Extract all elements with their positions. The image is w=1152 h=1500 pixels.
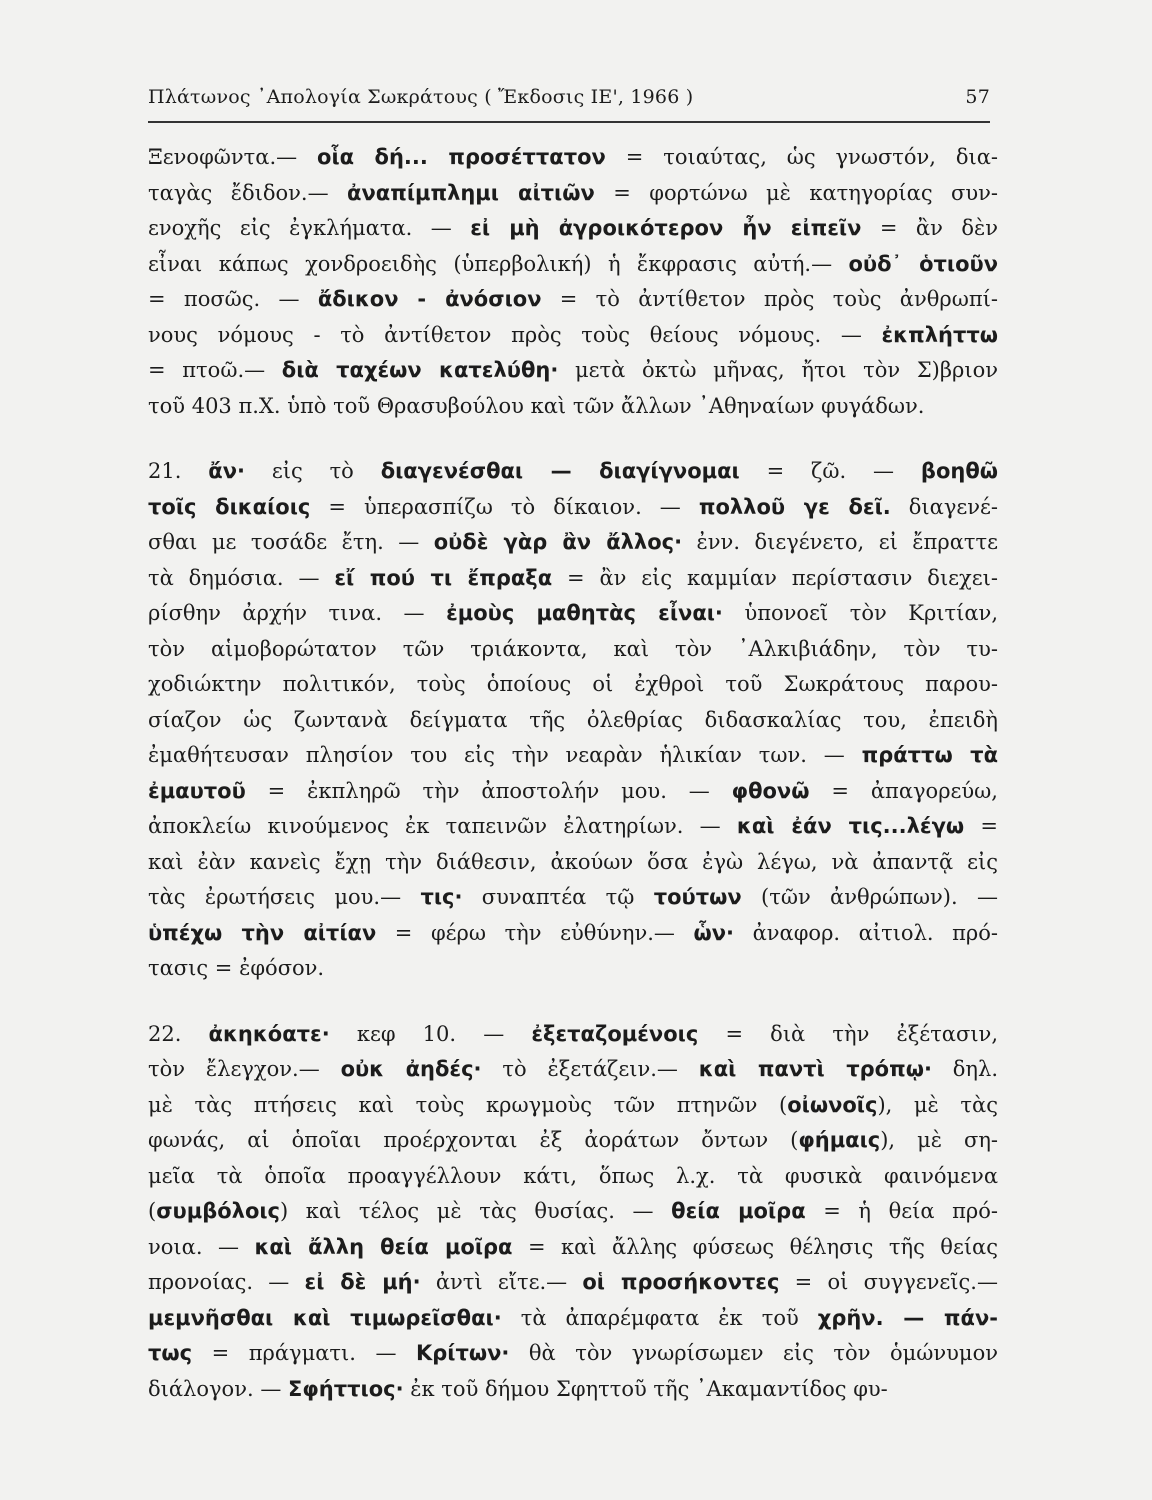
gloss-text: μὲ τὰς πτήσεις καὶ τοὺς κρωγμοὺς τῶν πτηνῶν ( <box>148 1092 788 1117</box>
lemma-term: ἄδικον - ἀνόσιον <box>317 287 542 311</box>
text-line <box>148 318 998 354</box>
lemma-term: εἰ μὴ ἀγροικότερον ἦν εἰπεῖν <box>470 216 862 240</box>
lemma-term: οὐδὲ γὰρ ἂν ἄλλος· <box>433 530 683 554</box>
text-line <box>148 176 998 212</box>
text-line <box>148 951 998 987</box>
lemma-term: οἱ προσήκοντες <box>582 1270 780 1294</box>
lemma-term: ἀκηκόατε· <box>208 1021 330 1046</box>
lemma-term: οὐδ᾿ ὁτιοῦν <box>848 251 998 276</box>
lemma-term: διὰ ταχέων κατελύθη· <box>281 358 559 382</box>
text-line <box>148 1052 998 1088</box>
text-line <box>148 916 998 952</box>
gloss-text: = πτοῶ.— <box>148 358 282 382</box>
text-line <box>148 282 998 318</box>
gloss-text: 22. <box>148 1021 209 1046</box>
text-line <box>148 667 998 703</box>
gloss-text: ( <box>148 1199 157 1223</box>
text-line <box>148 140 998 176</box>
gloss-text: φωνάς, αἱ ὁποῖαι προέρχονται ἐξ ἀοράτων ὄντων ( <box>148 1128 799 1152</box>
lemma-term: τοῖς δικαίοις <box>148 494 311 519</box>
lemma-term: Σφήττιος· <box>288 1376 404 1401</box>
gloss-text: = ἐκπληρῶ τὴν ἀποστολήν μου. — <box>245 778 732 803</box>
gloss-text: = διὰ τὴν ἐξέτασιν, <box>698 1021 998 1046</box>
lemma-term: συμβόλοις <box>156 1199 280 1223</box>
gloss-text: τὰ δημόσια. — <box>148 565 335 590</box>
gloss-text: ἀποκλείω κινούμενος ἐκ ταπεινῶν ἐλατηρίων. — <box>148 814 737 838</box>
text-line <box>148 1159 998 1195</box>
lemma-term: φθονῶ <box>731 778 810 803</box>
gloss-text: τὸν ἔλεγχον.— <box>148 1057 341 1081</box>
gloss-text: διαγενέ- <box>890 494 999 519</box>
lemma-term: Κρίτων· <box>415 1341 510 1365</box>
gloss-text: ἐκ τοῦ δήμου Σφηττοῦ τῆς ᾿Ακαμαντίδος φυ- <box>403 1376 888 1401</box>
lemma-term: διαγενέσθαι — διαγίγνομαι <box>380 459 740 483</box>
gloss-text: εἶναι κάπως χονδροειδὴς (ὑπερβολική) ἡ ἔκφρασις αὐτή.— <box>148 251 849 276</box>
lemma-term: ὧν· <box>693 920 735 945</box>
text-line <box>148 1194 998 1230</box>
gloss-text: νους νόμους - τὸ ἀντίθετον πρὸς τοὺς θείους νόμους. — <box>148 322 882 347</box>
text-line <box>148 632 998 668</box>
gloss-text: τὸ ἐξετάζειν.— <box>481 1057 699 1081</box>
lemma-term: πράττω τὰ <box>861 743 998 767</box>
lemma-term: καὶ ἄλλη θεία μοῖρα <box>254 1234 513 1259</box>
gloss-text: = τοιαύτας, ὡς γνωστόν, δια- <box>605 145 999 169</box>
lemma-term: οὐκ ἀηδές· <box>340 1057 482 1081</box>
page-number: 57 <box>965 86 990 108</box>
lemma-term: καὶ ἐάν τις...λέγω <box>736 814 965 838</box>
text-line <box>148 1123 998 1159</box>
lemma-term: οἰωνοῖς <box>787 1092 878 1117</box>
gloss-text: τασις = ἐφόσον. <box>148 956 325 980</box>
header-title: Πλάτωνος ᾿Απολογία Σωκράτους ( Ἔκδοσις ΙΕ', 1966 ) <box>148 86 694 108</box>
text-line <box>148 1265 998 1301</box>
text-line <box>148 211 998 247</box>
gloss-text: ενοχῆς εἰς ἐγκλήματα. — <box>148 216 471 240</box>
gloss-text: ἀναφορ. αἰτιολ. πρό- <box>734 920 998 945</box>
gloss-text: τὰς ἐρωτήσεις μου.— <box>148 885 421 909</box>
lemma-term: φήμαις <box>798 1128 881 1152</box>
lemma-term: θεία μοῖρα <box>671 1199 806 1223</box>
text-line <box>148 738 998 774</box>
gloss-text: = ἂν δὲν <box>861 216 998 240</box>
lemma-term: βοηθῶ <box>920 459 999 483</box>
lemma-term: καὶ παντὶ τρόπῳ· <box>698 1057 932 1081</box>
gloss-text: μετὰ ὀκτὼ μῆνας, ἤτοι τὸν Σ)βριον <box>558 358 998 382</box>
gloss-text: τοῦ 403 π.Χ. ὑπὸ τοῦ Θρασυβούλου καὶ τῶν ἄλλων ᾿Αθηναίων φυγάδων. <box>148 393 925 418</box>
gloss-text: σθαι με τοσάδε ἔτη. — <box>148 530 434 554</box>
text-line <box>148 1230 998 1266</box>
gloss-text: τὸν αἱμοβορώτατον τῶν τριάκοντα, καὶ τὸν ᾿Αλκιβιάδην, τὸν τυ- <box>148 636 998 661</box>
gloss-text: διάλογον. — <box>148 1376 288 1401</box>
gloss-text: θὰ τὸν γνωρίσωμεν εἰς τὸν ὁμώνυμον <box>509 1341 998 1365</box>
lemma-term: χρῆν. — πάν- <box>817 1305 998 1330</box>
gloss-text: = φορτώνω μὲ κατηγορίας συν- <box>594 180 998 205</box>
text-line <box>148 561 998 597</box>
gloss-text: δηλ. <box>931 1057 999 1081</box>
gloss-text: ρίσθην ἀρχήν τινα. — <box>148 601 447 625</box>
text-line <box>148 774 998 810</box>
text-line <box>148 703 998 739</box>
text-line <box>148 809 998 845</box>
gloss-text: (τῶν ἀνθρώπων). — <box>741 885 998 909</box>
text-line <box>148 1017 998 1053</box>
lemma-term: ἐξεταζομένοις <box>531 1021 699 1046</box>
text-line <box>148 389 998 425</box>
gloss-text: χοδιώκτην πολιτικόν, τοὺς ὁποίους οἱ ἐχθροὶ τοῦ Σωκράτους παρου- <box>148 672 998 696</box>
gloss-text: συναπτέα τῷ <box>462 885 654 909</box>
header-rule <box>148 121 990 123</box>
gloss-text: κεφ 10. — <box>329 1021 532 1046</box>
gloss-text: σίαζον ὡς ζωντανὰ δείγματα τῆς ὀλεθρίας διδασκαλίας του, ἐπειδὴ <box>148 707 998 732</box>
gloss-text: = φέρω τὴν εὐθύνην.— <box>376 920 694 945</box>
gloss-text: = ὑπερασπίζω τὸ δίκαιον. — <box>310 494 699 519</box>
gloss-text: τὰ ἀπαρέμφατα ἐκ τοῦ <box>501 1305 818 1330</box>
lemma-term: τως <box>148 1341 193 1365</box>
section-gap <box>148 424 998 454</box>
lemma-term: ἐμοὺς μαθητὰς εἶναι· <box>446 601 723 625</box>
lemma-term: μεμνῆσθαι καὶ τιμωρεῖσθαι· <box>148 1305 502 1330</box>
gloss-text: = τὸ ἀντίθετον πρὸς τοὺς ἀνθρωπί- <box>541 287 998 311</box>
lemma-term: πολλοῦ γε δεῖ. <box>698 494 891 519</box>
gloss-text: ἐμαθήτευσαν πλησίον του εἰς τὴν νεαρὰν ἡλικίαν των. — <box>148 743 862 767</box>
gloss-text: Ξενοφῶντα.— <box>148 145 318 169</box>
gloss-text: ), μὲ τὰς <box>877 1092 998 1117</box>
gloss-text: = πράγματι. — <box>192 1341 416 1365</box>
gloss-text: = ἀπαγορεύω, <box>809 778 998 803</box>
lemma-term: ἐκπλήττω <box>881 322 998 347</box>
gloss-text: = ἡ θεία πρό- <box>805 1199 999 1223</box>
lemma-term: εἰ δὲ μή· <box>304 1270 421 1294</box>
lemma-term: οἷα δή... προσέττατον <box>317 145 606 169</box>
lemma-term: ἐμαυτοῦ <box>148 778 246 803</box>
section-gap <box>148 987 998 1017</box>
lemma-term: τις· <box>420 885 463 909</box>
gloss-text: = οἱ συγγενεῖς.— <box>779 1270 998 1294</box>
lemma-term: εἴ πού τι ἔπραξα <box>334 565 553 590</box>
gloss-text: ὑπονοεῖ τὸν Κριτίαν, <box>722 601 999 625</box>
gloss-text: = ἂν εἰς καμμίαν περίστασιν διεχει- <box>552 565 998 590</box>
lemma-term: ἄν· <box>208 459 245 483</box>
text-line <box>148 490 998 526</box>
text-line <box>148 596 998 632</box>
gloss-text: = ζῶ. — <box>739 459 921 483</box>
lemma-term: τούτων <box>653 885 742 909</box>
gloss-text: προνοίας. — <box>148 1270 305 1294</box>
text-line <box>148 1301 998 1337</box>
text-line <box>148 845 998 881</box>
gloss-text: μεῖα τὰ ὁποῖα προαγγέλλουν κάτι, ὅπως λ.χ. τὰ φυσικὰ φαινόμενα <box>148 1163 998 1188</box>
gloss-text: = <box>964 814 999 838</box>
gloss-text: καὶ ἐὰν κανεὶς ἔχῃ τὴν διάθεσιν, ἀκούων ὅσα ἐγὼ λέγω, νὰ ἀπαντᾷ εἰς <box>148 849 998 874</box>
gloss-text: ταγὰς ἔδιδον.— <box>148 180 348 205</box>
text-line <box>148 1336 998 1372</box>
commentary-text <box>148 140 998 1407</box>
gloss-text: = ποσῶς. — <box>148 287 318 311</box>
lemma-term: ὑπέχω τὴν αἰτίαν <box>148 920 377 945</box>
gloss-text: νοια. — <box>148 1234 255 1259</box>
text-line <box>148 247 998 283</box>
text-line <box>148 1372 998 1408</box>
gloss-text: ἀντὶ εἴτε.— <box>420 1270 583 1294</box>
gloss-text: = καὶ ἄλλης φύσεως θέλησις τῆς θείας <box>512 1234 998 1259</box>
text-line <box>148 353 998 389</box>
gloss-text: ) καὶ τέλος μὲ τὰς θυσίας. — <box>280 1199 672 1223</box>
gloss-text: εἰς τὸ <box>244 459 381 483</box>
running-header <box>148 86 990 108</box>
text-line <box>148 454 998 490</box>
text-line <box>148 880 998 916</box>
text-line <box>148 525 998 561</box>
gloss-text: 21. <box>148 459 209 483</box>
gloss-text: ), μὲ ση- <box>880 1128 999 1152</box>
gloss-text: ἐνν. διεγένετο, εἰ ἔπραττε <box>682 530 998 554</box>
text-line <box>148 1088 998 1124</box>
lemma-term: ἀναπίμπλημι αἰτιῶν <box>347 180 595 205</box>
